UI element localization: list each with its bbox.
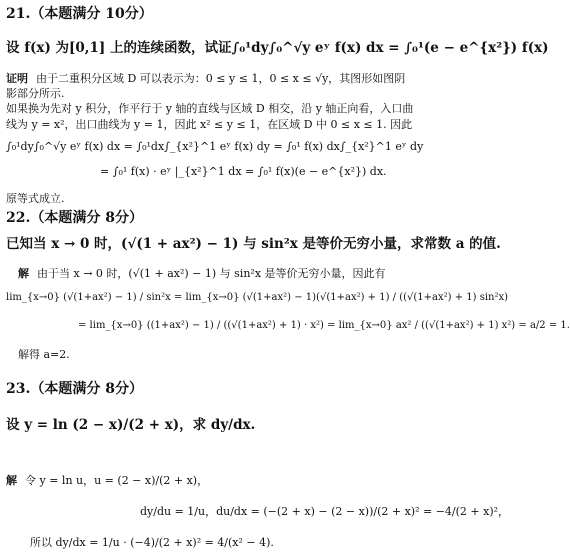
q22-solution-equation-2: = lim_{x→0} ((1+ax²) − 1) / ((√(1+ax²) + 1) · x²) = lim_{x→0} ax² / ((√(1+ax²) + 1) x²) = a/2 = 1. — [78, 320, 570, 331]
q22-solution-line-1 — [18, 265, 386, 281]
solution-label: 解 — [6, 474, 17, 487]
q23-header: 23.（本题满分 8分） — [6, 381, 143, 397]
q21-statement: 设 f(x) 为[0,1] 上的连续函数，试证∫₀¹dy∫₀^√y eʸ f(x) dx = ∫₀¹(e − e^{x²}) f(x) — [6, 40, 549, 56]
solution-label: 解 — [18, 267, 29, 280]
proof-label: 证明 — [6, 72, 28, 85]
q21-proof-text-1: 由于二重积分区域 D 可以表示为：0 ≤ y ≤ 1，0 ≤ x ≤ √y，其图形如图阴 — [36, 72, 406, 85]
q23-solution-line-1 — [6, 472, 208, 488]
q22-answer: 解得 a=2. — [18, 348, 70, 361]
q22-statement: 已知当 x → 0 时，(√(1 + ax²) − 1) 与 sin²x 是等价无穷小量，求常数 a 的值. — [6, 236, 501, 252]
q22-solution-text-1: 由于当 x → 0 时，(√(1 + ax²) − 1) 与 sin²x 是等价无穷小量，因此有 — [37, 267, 386, 280]
q21-header: 21.（本题满分 10分） — [6, 6, 153, 22]
q23-statement: 设 y = ln (2 − x)/(2 + x)，求 dy/dx. — [6, 417, 256, 433]
q21-proof-line-1 — [6, 70, 405, 86]
q21-proof-line-2: 影部分所示. — [6, 87, 65, 100]
q21-proof-line-3: 如果换为先对 y 积分，作平行于 y 轴的直线与区域 D 相交，沿 y 轴正向看，入口曲 — [6, 102, 414, 115]
q22-solution-equation-1: lim_{x→0} (√(1+ax²) − 1) / sin²x = lim_{x→0} (√(1+ax²) − 1)(√(1+ax²) + 1) / ((√(1+ax²) + 1) sin²x) — [6, 292, 509, 303]
q21-proof-equation-1: ∫₀¹dy∫₀^√y eʸ f(x) dx = ∫₀¹dx∫_{x²}^1 eʸ f(x) dy = ∫₀¹ f(x) dx∫_{x²}^1 eʸ dy — [6, 140, 424, 153]
q23-solution-text-1: 令 y = ln u，u = (2 − x)/(2 + x)， — [25, 474, 209, 487]
q21-proof-line-4: 线为 y = x²，出口曲线为 y = 1，因此 x² ≤ y ≤ 1，在区域 D 中 0 ≤ x ≤ 1. 因此 — [6, 118, 413, 131]
q22-header: 22.（本题满分 8分） — [6, 210, 143, 226]
q21-conclusion: 原等式成立. — [6, 192, 65, 205]
q23-solution-line-3: 所以 dy/dx = 1/u · (−4)/(2 + x)² = 4/(x² − 4). — [30, 536, 274, 549]
q23-solution-line-2: dy/du = 1/u，du/dx = (−(2 + x) − (2 − x))/(2 + x)² = −4/(2 + x)²， — [140, 505, 510, 518]
q21-proof-equation-2: = ∫₀¹ f(x) · eʸ |_{x²}^1 dx = ∫₀¹ f(x)(e − e^{x²}) dx. — [100, 165, 387, 178]
